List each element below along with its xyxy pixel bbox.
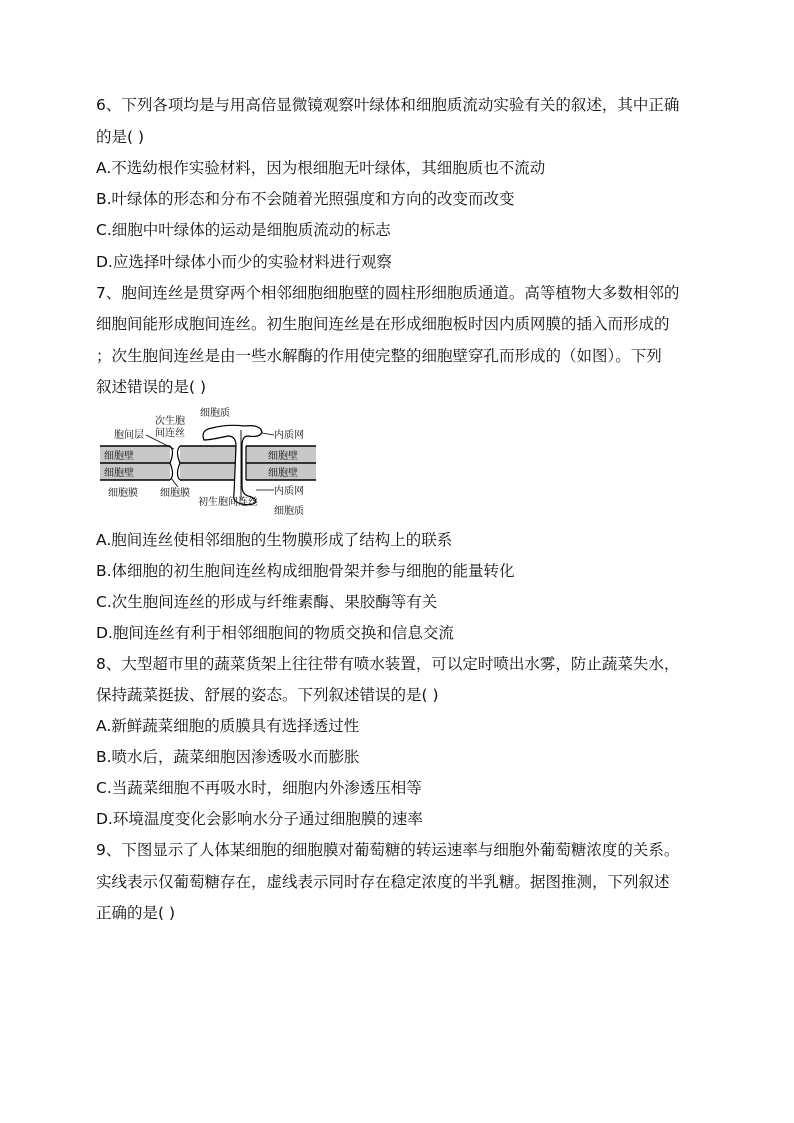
label-cytoplasm-top: 细胞质 xyxy=(200,408,230,419)
q7-stem-line-3: ；次生胞间连丝是由一些水解酶的作用使完整的细胞壁穿孔而形成的（如图）。下列 xyxy=(96,347,662,365)
q7-stem-line-1: 7、胞间连丝是贯穿两个相邻细胞细胞壁的圆柱形细胞质通道。高等植物大多数相邻的 xyxy=(96,284,680,302)
label-primary: 初生胞间连丝 xyxy=(198,497,258,508)
q6-option-b: B.叶绿体的形态和分布不会随着光照强度和方向的改变而改变 xyxy=(96,190,515,208)
label-wall-lower-left: 细胞壁 xyxy=(104,468,134,479)
q7-option-a: A.胞间连丝使相邻细胞的生物膜形成了结构上的联系 xyxy=(96,531,453,549)
q7-stem-line-2: 细胞间能形成胞间连丝。初生胞间连丝是在形成细胞板时因内质网膜的插入而形成的 xyxy=(96,315,670,333)
label-cytoplasm-bottom: 细胞质 xyxy=(274,506,304,517)
q8-stem-line-2: 保持蔬菜挺拔、舒展的姿态。下列叙述错误的是( ) xyxy=(96,686,439,704)
q7-option-d: D.胞间连丝有利于相邻细胞间的物质交换和信息交流 xyxy=(96,624,454,642)
label-secondary-1: 次生胞 xyxy=(155,416,185,427)
q9-stem-line-2: 实线表示仅葡萄糖存在，虚线表示同时存在稳定浓度的半乳糖。据图推测，下列叙述 xyxy=(96,873,670,891)
q7-option-b: B.体细胞的初生胞间连丝构成细胞骨架并参与细胞的能量转化 xyxy=(96,562,515,580)
q6-option-d: D.应选择叶绿体小而少的实验材料进行观察 xyxy=(96,253,392,271)
q6-option-c: C.细胞中叶绿体的运动是细胞质流动的标志 xyxy=(96,221,391,239)
q6-option-a: A.不选幼根作实验材料，因为根细胞无叶绿体，其细胞质也不流动 xyxy=(96,159,546,177)
label-intercellular-layer: 胞间层 xyxy=(114,430,144,441)
q8-option-a: A.新鲜蔬菜细胞的质膜具有选择透过性 xyxy=(96,717,360,735)
label-wall-upper-right: 细胞壁 xyxy=(268,451,298,462)
label-membrane-left: 细胞膜 xyxy=(108,488,138,499)
label-er-bottom: 内质网 xyxy=(274,486,304,497)
q8-option-d: D.环境温度变化会影响水分子通过细胞膜的速率 xyxy=(96,810,423,828)
label-membrane-mid: 细胞膜 xyxy=(160,488,190,499)
q6-stem-line-1: 6、下列各项均是与用高倍显微镜观察叶绿体和细胞质流动实验有关的叙述，其中正确 xyxy=(96,96,680,114)
q7-option-c: C.次生胞间连丝的形成与纤维素酶、果胶酶等有关 xyxy=(96,593,438,611)
label-wall-lower-right: 细胞壁 xyxy=(268,468,298,479)
q6-stem-line-2: 的是( ) xyxy=(96,128,145,146)
plasmodesmata-diagram xyxy=(96,404,326,520)
q8-option-b: B.喷水后，蔬菜细胞因渗透吸水而膨胀 xyxy=(96,748,360,766)
q8-option-c: C.当蔬菜细胞不再吸水时，细胞内外渗透压相等 xyxy=(96,779,422,797)
label-er-top: 内质网 xyxy=(274,430,304,441)
q7-stem-line-4: 叙述错误的是( ) xyxy=(96,378,207,396)
label-wall-upper-left: 细胞壁 xyxy=(104,451,134,462)
q9-stem-line-3: 正确的是( ) xyxy=(96,904,176,922)
secondary-plasmodesma xyxy=(170,446,180,480)
q9-stem-line-1: 9、下图显示了人体某细胞的细胞膜对葡萄糖的转运速率与细胞外葡萄糖浓度的关系。 xyxy=(96,841,680,859)
q8-stem-line-1: 8、大型超市里的蔬菜货架上往往带有喷水装置，可以定时喷出水雾，防止蔬菜失水， xyxy=(96,655,680,673)
label-secondary-2: 间连丝 xyxy=(155,428,185,439)
